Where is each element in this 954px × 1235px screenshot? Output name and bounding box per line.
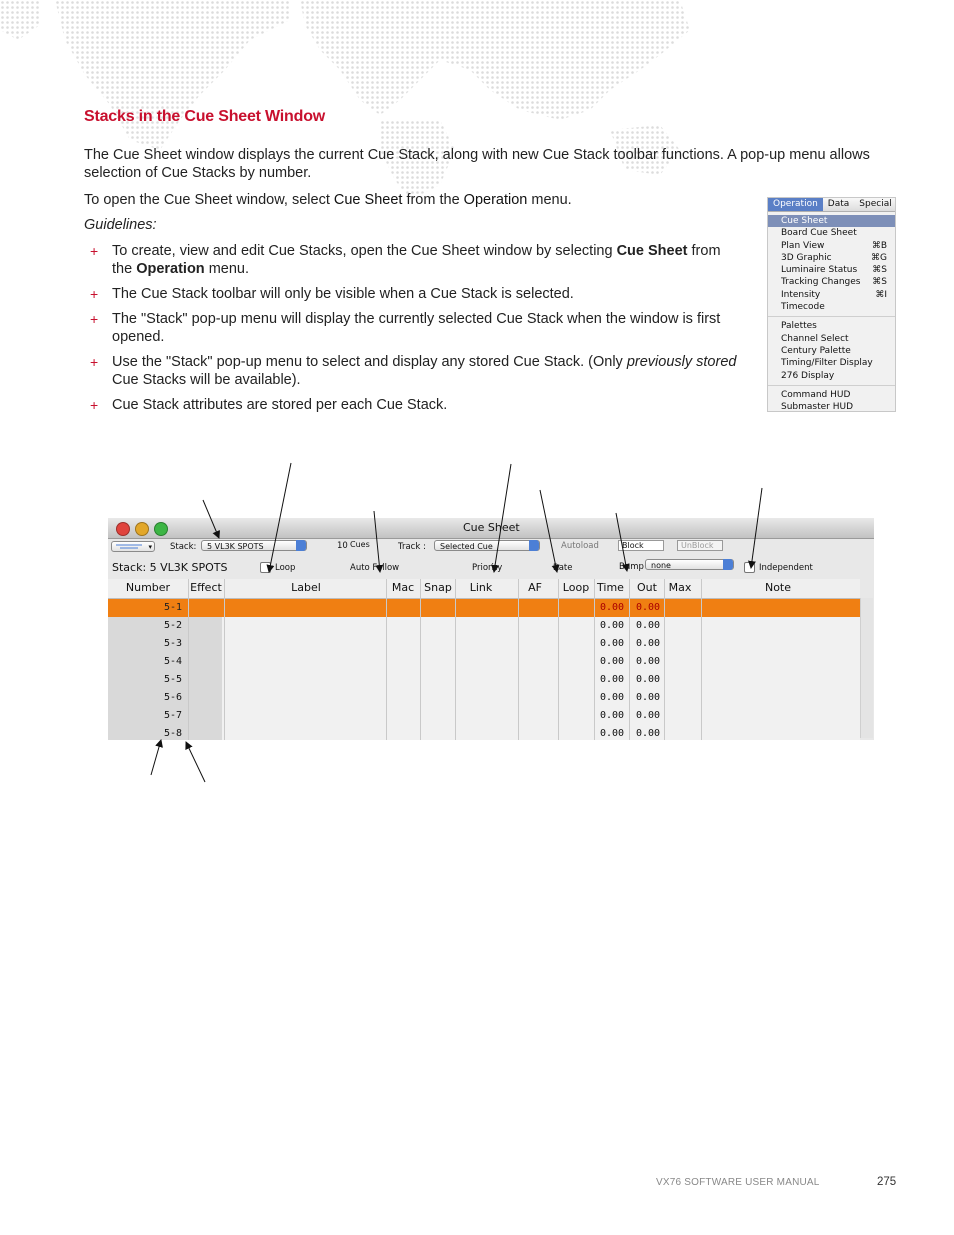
operation-term: Operation bbox=[463, 192, 528, 208]
column-header[interactable]: Out bbox=[637, 581, 657, 594]
track-popup[interactable]: Selected Cue bbox=[434, 540, 540, 551]
menu-item-timecode[interactable]: Timecode bbox=[781, 302, 825, 313]
lines-icon bbox=[116, 543, 142, 551]
menu-item-channel-select[interactable]: Channel Select bbox=[781, 333, 849, 344]
arrow-cue-number bbox=[186, 742, 205, 782]
menu-separator bbox=[768, 385, 895, 386]
column-header[interactable]: Max bbox=[668, 581, 692, 594]
column-divider bbox=[558, 579, 559, 740]
bullet-marker: + bbox=[90, 243, 99, 259]
table-row[interactable]: 5-7 0.00 0.00 bbox=[108, 707, 860, 726]
intro-paragraph: The Cue Sheet window displays the current Cue Stack, along with new Cue Stack toolbar functions. A pop-up menu allows selection of Cue Stacks by number. bbox=[84, 147, 870, 181]
column-header[interactable]: Mac bbox=[391, 581, 415, 594]
list-item: + The Cue Stack toolbar will only be visible when a Cue Stack is selected. bbox=[90, 286, 574, 302]
independent-checkbox[interactable] bbox=[744, 562, 755, 573]
bullet-marker: + bbox=[90, 354, 99, 370]
column-divider bbox=[629, 579, 630, 740]
bullet-marker: + bbox=[90, 397, 99, 413]
unblock-field[interactable]: UnBlock bbox=[677, 540, 723, 551]
minimize-icon[interactable] bbox=[135, 522, 149, 536]
block-field[interactable]: Block bbox=[618, 540, 664, 551]
column-divider bbox=[455, 579, 456, 740]
table-row[interactable]: 5-1 0.00 0.00 bbox=[108, 599, 860, 618]
bullet-marker: + bbox=[90, 286, 99, 302]
menu-special[interactable]: Special bbox=[859, 199, 892, 209]
table-row[interactable]: 5-3 0.00 0.00 bbox=[108, 635, 860, 654]
open-instructions: To open the Cue Sheet window, select Cue Sheet from the Operation menu. bbox=[84, 192, 572, 208]
operation-menu bbox=[767, 197, 896, 412]
chevron-down-icon: ▾ bbox=[148, 543, 152, 551]
table-row[interactable]: 5-6 0.00 0.00 bbox=[108, 689, 860, 708]
menu-data[interactable]: Data bbox=[827, 199, 850, 209]
list-item: + Use the "Stack" pop-up menu to select and display any stored Cue Stack. (Only previously stored Cue Stacks will be available). bbox=[90, 354, 737, 388]
cue-sheet-term: Cue Sheet bbox=[616, 243, 688, 259]
column-divider bbox=[188, 579, 189, 740]
column-header[interactable]: Effect bbox=[190, 581, 222, 594]
view-mode-popup[interactable] bbox=[111, 541, 155, 552]
menu-item-intensity[interactable]: Intensity ⌘I bbox=[781, 289, 887, 300]
cue-sheet-window bbox=[108, 518, 874, 740]
loop-checkbox[interactable] bbox=[260, 562, 271, 573]
column-header[interactable]: Time bbox=[597, 581, 624, 594]
stack-heading: Stack: 5 VL3K SPOTS bbox=[112, 561, 228, 574]
cue-sheet-term: Cue Sheet bbox=[333, 192, 403, 208]
menu-operation[interactable]: Operation bbox=[768, 198, 823, 211]
column-divider bbox=[518, 579, 519, 740]
column-header[interactable]: Loop bbox=[562, 581, 590, 594]
menu-item-century-palette[interactable]: Century Palette bbox=[781, 345, 851, 356]
loop-label: Loop bbox=[275, 563, 296, 573]
independent-label: Independent bbox=[759, 563, 813, 573]
menu-item-276-display[interactable]: 276 Display bbox=[781, 370, 835, 381]
menu-separator bbox=[768, 316, 895, 317]
window-titlebar bbox=[108, 518, 874, 539]
table-row[interactable]: 5-8 0.00 0.00 bbox=[108, 725, 860, 740]
stack-popup[interactable]: 5 VL3K SPOTS bbox=[201, 540, 307, 551]
menu-item-command-hud[interactable]: Command HUD bbox=[781, 389, 851, 400]
column-divider bbox=[224, 579, 225, 740]
track-label: Track : bbox=[398, 542, 426, 552]
emphasis: previously stored bbox=[626, 354, 737, 370]
menu-bar bbox=[768, 198, 895, 212]
table-header bbox=[108, 579, 860, 599]
cues-count: 10 bbox=[337, 541, 348, 551]
menu-item-luminaire-status[interactable]: Luminaire Status ⌘S bbox=[781, 265, 887, 276]
bullet-marker: + bbox=[90, 311, 99, 327]
table-row[interactable]: 5-5 0.00 0.00 bbox=[108, 671, 860, 690]
column-header[interactable]: Link bbox=[469, 581, 493, 594]
arrow-number-column bbox=[151, 740, 161, 775]
table-row[interactable]: 5-2 0.00 0.00 bbox=[108, 617, 860, 636]
menu-item-tracking-changes[interactable]: Tracking Changes ⌘S bbox=[781, 277, 887, 288]
bump-label: Bump bbox=[619, 562, 644, 572]
menu-item-cue-sheet[interactable]: Cue Sheet bbox=[768, 215, 895, 227]
close-icon[interactable] bbox=[116, 522, 130, 536]
column-divider bbox=[701, 579, 702, 740]
column-divider bbox=[594, 579, 595, 740]
zoom-icon[interactable] bbox=[154, 522, 168, 536]
cues-label: Cues bbox=[350, 540, 370, 549]
list-item: + The "Stack" pop-up menu will display the currently selected Cue Stack when the window is first opened. bbox=[90, 311, 721, 345]
column-header[interactable]: Note bbox=[764, 581, 792, 594]
table-row[interactable]: 5-4 0.00 0.00 bbox=[108, 653, 860, 672]
window-title: Cue Sheet bbox=[463, 521, 520, 534]
column-header[interactable]: Label bbox=[291, 581, 321, 594]
menu-item-timing-filter-display[interactable]: Timing/Filter Display bbox=[781, 358, 873, 369]
vertical-scrollbar[interactable] bbox=[860, 598, 873, 738]
operation-term: Operation bbox=[136, 261, 205, 277]
column-divider bbox=[420, 579, 421, 740]
column-header[interactable]: AF bbox=[528, 581, 542, 594]
menu-item-3d-graphic[interactable]: 3D Graphic ⌘G bbox=[781, 252, 887, 263]
rate-label[interactable]: Rate bbox=[553, 563, 573, 573]
guidelines-label: Guidelines: bbox=[84, 217, 157, 233]
manual-name: VX76 SOFTWARE USER MANUAL bbox=[656, 1177, 820, 1188]
menu-item-palettes[interactable]: Palettes bbox=[781, 321, 817, 332]
menu-item-plan-view[interactable]: Plan View ⌘B bbox=[781, 240, 887, 251]
list-item: + Cue Stack attributes are stored per each Cue Stack. bbox=[90, 397, 448, 413]
menu-item-board-cue-sheet[interactable]: Board Cue Sheet bbox=[781, 228, 857, 239]
guidelines-list bbox=[90, 242, 738, 421]
priority-label[interactable]: Priority bbox=[472, 563, 503, 573]
stack-label: Stack: bbox=[170, 542, 197, 552]
autoload-label: Autoload bbox=[561, 541, 599, 551]
menu-item-submaster-hud[interactable]: Submaster HUD bbox=[781, 402, 854, 413]
bump-popup[interactable]: none bbox=[645, 559, 734, 570]
column-divider bbox=[386, 579, 387, 740]
page-number: 275 bbox=[877, 1176, 897, 1188]
section-title: Stacks in the Cue Sheet Window bbox=[84, 108, 326, 125]
auto-follow-label[interactable]: Auto Follow bbox=[350, 563, 400, 573]
column-divider bbox=[664, 579, 665, 740]
list-item: + To create, view and edit Cue Stacks, open the Cue Sheet window by selecting Cue Sheet from the Operation menu. bbox=[90, 243, 721, 277]
column-header[interactable]: Number bbox=[125, 581, 171, 594]
column-header[interactable]: Snap bbox=[424, 581, 452, 594]
